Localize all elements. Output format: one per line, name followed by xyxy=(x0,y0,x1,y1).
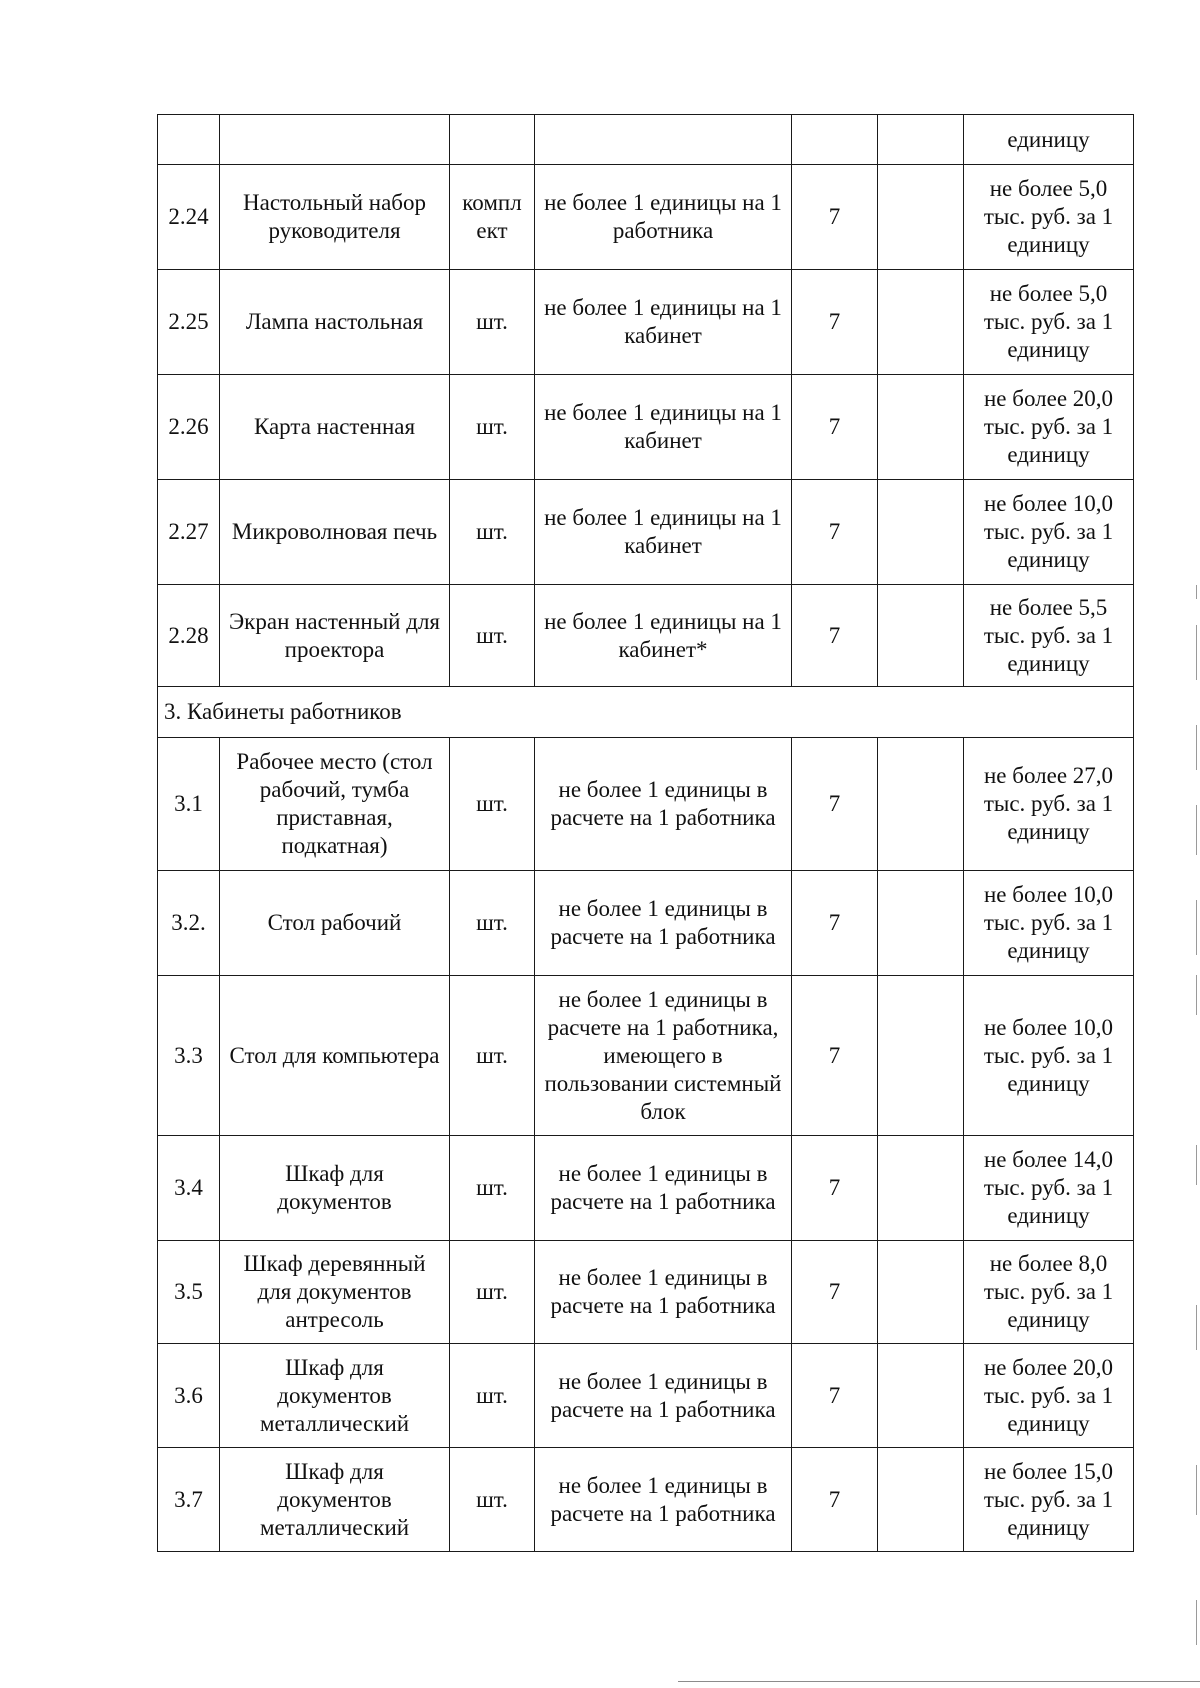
unit-cell: шт. xyxy=(450,480,535,585)
price-limit-cell: не более 5,0 тыс. руб. за 1 единицу xyxy=(964,165,1134,270)
unit-cell: шт. xyxy=(450,1136,535,1241)
quantity-norm-cell: не более 1 единицы в расчете на 1 работника xyxy=(535,738,792,871)
item-name-cell: Лампа настольная xyxy=(220,270,450,375)
price-limit-cell: не более 5,5 тыс. руб. за 1 единицу xyxy=(964,585,1134,687)
norms-table xyxy=(157,114,1134,1552)
item-name-cell: Рабочее место (стол рабочий, тумба приставная, подкатная) xyxy=(220,738,450,871)
table-row xyxy=(158,375,1134,480)
table-row xyxy=(158,270,1134,375)
item-name-cell xyxy=(220,115,450,165)
table-row xyxy=(158,480,1134,585)
quantity-norm-cell: не более 1 единицы в расчете на 1 работника xyxy=(535,1344,792,1448)
price-limit-cell: не более 10,0 тыс. руб. за 1 единицу xyxy=(964,480,1134,585)
item-name-cell: Стол для компьютера xyxy=(220,976,450,1136)
unit-cell: шт. xyxy=(450,1344,535,1448)
price-limit-cell: не более 27,0 тыс. руб. за 1 единицу xyxy=(964,738,1134,871)
scan-edge-mark xyxy=(1196,725,1197,770)
item-name-cell: Стол рабочий xyxy=(220,871,450,976)
table-row xyxy=(158,165,1134,270)
norms-table-body xyxy=(158,115,1134,1552)
row-number-cell: 2.26 xyxy=(158,375,220,480)
price-limit-cell: не более 15,0 тыс. руб. за 1 единицу xyxy=(964,1448,1134,1552)
row-number-cell: 3.4 xyxy=(158,1136,220,1241)
unit-cell: шт. xyxy=(450,270,535,375)
item-name-cell: Микроволновая печь xyxy=(220,480,450,585)
quantity-norm-cell: не более 1 единицы в расчете на 1 работника xyxy=(535,1241,792,1344)
term-cell: 7 xyxy=(792,1344,878,1448)
table-row xyxy=(158,1241,1134,1344)
quantity-norm-cell: не более 1 единицы в расчете на 1 работника, имеющего в пользовании системный блок xyxy=(535,976,792,1136)
empty-cell xyxy=(878,976,964,1136)
unit-cell: шт. xyxy=(450,1241,535,1344)
price-limit-cell: не более 8,0 тыс. руб. за 1 единицу xyxy=(964,1241,1134,1344)
quantity-norm-cell: не более 1 единицы на 1 кабинет xyxy=(535,480,792,585)
price-limit-cell: не более 10,0 тыс. руб. за 1 единицу xyxy=(964,871,1134,976)
table-row xyxy=(158,871,1134,976)
empty-cell xyxy=(878,1136,964,1241)
unit-cell: шт. xyxy=(450,976,535,1136)
scan-edge-mark xyxy=(1196,1145,1197,1185)
quantity-norm-cell: не более 1 единицы в расчете на 1 работника xyxy=(535,1136,792,1241)
table-row xyxy=(158,1136,1134,1241)
item-name-cell: Шкаф деревянный для документов антресоль xyxy=(220,1241,450,1344)
item-name-cell: Карта настенная xyxy=(220,375,450,480)
price-limit-cell: не более 20,0 тыс. руб. за 1 единицу xyxy=(964,375,1134,480)
section-title: 3. Кабинеты работников xyxy=(158,687,1134,738)
item-name-cell: Шкаф для документов металлический xyxy=(220,1344,450,1448)
scan-edge-mark xyxy=(1196,975,1197,1015)
quantity-norm-cell: не более 1 единицы на 1 кабинет* xyxy=(535,585,792,687)
empty-cell xyxy=(878,871,964,976)
term-cell: 7 xyxy=(792,976,878,1136)
row-number-cell: 2.28 xyxy=(158,585,220,687)
table-row xyxy=(158,585,1134,687)
scan-edge-mark xyxy=(1196,1305,1197,1350)
term-cell: 7 xyxy=(792,1448,878,1552)
unit-cell: компл ект xyxy=(450,165,535,270)
scan-bottom-line xyxy=(678,1681,1200,1682)
term-cell: 7 xyxy=(792,1136,878,1241)
price-limit-cell: не более 10,0 тыс. руб. за 1 единицу xyxy=(964,976,1134,1136)
empty-cell xyxy=(878,115,964,165)
row-number-cell: 2.27 xyxy=(158,480,220,585)
term-cell: 7 xyxy=(792,738,878,871)
empty-cell xyxy=(878,270,964,375)
section-heading-row xyxy=(158,687,1134,738)
row-number-cell: 3.6 xyxy=(158,1344,220,1448)
table-row xyxy=(158,738,1134,871)
table-row xyxy=(158,1448,1134,1552)
term-cell: 7 xyxy=(792,270,878,375)
quantity-norm-cell: не более 1 единицы в расчете на 1 работника xyxy=(535,871,792,976)
unit-cell: шт. xyxy=(450,375,535,480)
price-limit-cell: не более 20,0 тыс. руб. за 1 единицу xyxy=(964,1344,1134,1448)
quantity-norm-cell xyxy=(535,115,792,165)
scan-edge-mark xyxy=(1196,585,1197,599)
unit-cell: шт. xyxy=(450,871,535,976)
term-cell: 7 xyxy=(792,375,878,480)
item-name-cell: Шкаф для документов металлический xyxy=(220,1448,450,1552)
empty-cell xyxy=(878,738,964,871)
term-cell: 7 xyxy=(792,871,878,976)
row-number-cell: 3.7 xyxy=(158,1448,220,1552)
price-limit-cell: не более 14,0 тыс. руб. за 1 единицу xyxy=(964,1136,1134,1241)
empty-cell xyxy=(878,1241,964,1344)
quantity-norm-cell: не более 1 единицы на 1 работника xyxy=(535,165,792,270)
quantity-norm-cell: не более 1 единицы в расчете на 1 работника xyxy=(535,1448,792,1552)
item-name-cell: Шкаф для документов xyxy=(220,1136,450,1241)
term-cell: 7 xyxy=(792,1241,878,1344)
term-cell: 7 xyxy=(792,480,878,585)
scan-edge-mark xyxy=(1196,625,1197,680)
empty-cell xyxy=(878,375,964,480)
quantity-norm-cell: не более 1 единицы на 1 кабинет xyxy=(535,270,792,375)
term-cell xyxy=(792,115,878,165)
empty-cell xyxy=(878,585,964,687)
unit-cell: шт. xyxy=(450,1448,535,1552)
unit-cell xyxy=(450,115,535,165)
row-number-cell: 3.5 xyxy=(158,1241,220,1344)
price-limit-cell: единицу xyxy=(964,115,1134,165)
unit-cell: шт. xyxy=(450,738,535,871)
table-row xyxy=(158,115,1134,165)
scan-edge-mark xyxy=(1196,1465,1197,1515)
row-number-cell xyxy=(158,115,220,165)
scan-edge-mark xyxy=(1196,900,1197,955)
empty-cell xyxy=(878,480,964,585)
item-name-cell: Настольный набор руководителя xyxy=(220,165,450,270)
row-number-cell: 3.3 xyxy=(158,976,220,1136)
term-cell: 7 xyxy=(792,585,878,687)
unit-cell: шт. xyxy=(450,585,535,687)
row-number-cell: 2.25 xyxy=(158,270,220,375)
empty-cell xyxy=(878,1344,964,1448)
scan-edge-mark xyxy=(1196,1600,1197,1645)
table-row xyxy=(158,1344,1134,1448)
row-number-cell: 3.1 xyxy=(158,738,220,871)
row-number-cell: 3.2. xyxy=(158,871,220,976)
term-cell: 7 xyxy=(792,165,878,270)
row-number-cell: 2.24 xyxy=(158,165,220,270)
price-limit-cell: не более 5,0 тыс. руб. за 1 единицу xyxy=(964,270,1134,375)
table-row xyxy=(158,976,1134,1136)
empty-cell xyxy=(878,1448,964,1552)
quantity-norm-cell: не более 1 единицы на 1 кабинет xyxy=(535,375,792,480)
scan-edge-mark xyxy=(1196,805,1197,855)
item-name-cell: Экран настенный для проектора xyxy=(220,585,450,687)
empty-cell xyxy=(878,165,964,270)
